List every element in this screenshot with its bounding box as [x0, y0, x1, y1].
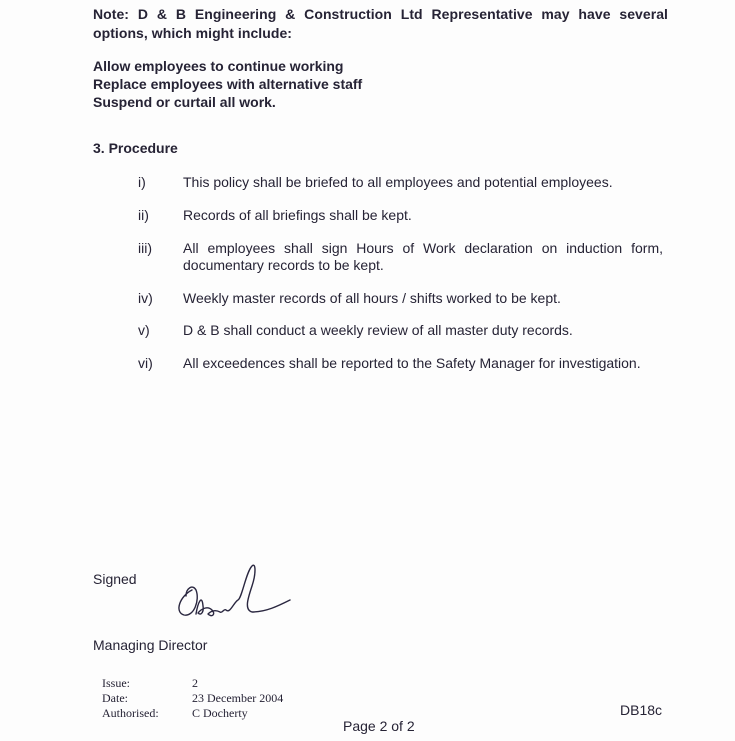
procedure-item-text: All exceedences shall be reported to the Safety Manager for investigation.	[183, 355, 641, 371]
procedure-item-text: D & B shall conduct a weekly review of all master duty records.	[183, 322, 573, 338]
options-list	[93, 57, 362, 111]
option-item: Allow employees to continue working	[93, 58, 344, 74]
procedure-item-number: i)	[138, 174, 146, 190]
procedure-item-text: This policy shall be briefed to all employees and potential employees.	[183, 174, 613, 190]
authorised-value: C Docherty	[192, 706, 248, 720]
authorised-label: Authorised:	[102, 706, 159, 720]
meta-row-authorised	[102, 706, 283, 721]
document-metadata	[102, 676, 283, 721]
option-item: Replace employees with alternative staff	[93, 76, 363, 92]
meta-row-issue	[102, 676, 283, 691]
note-paragraph: Note: D & B Engineering & Construction Ltd Representative may have several options, which might include:	[93, 6, 668, 41]
signatory-role: Managing Director	[93, 637, 208, 653]
procedure-item-number: v)	[138, 322, 150, 338]
page-number: Page 2 of 2	[343, 718, 415, 734]
procedure-item-number: ii)	[138, 207, 149, 223]
option-item: Suspend or curtail all work.	[93, 94, 276, 110]
signature-image	[172, 560, 292, 622]
procedure-item-number: vi)	[138, 355, 153, 371]
meta-row-date	[102, 691, 283, 706]
date-label: Date:	[102, 691, 128, 705]
document-code: DB18c	[620, 702, 663, 718]
issue-label: Issue:	[102, 676, 130, 690]
procedure-item-number: iv)	[138, 290, 153, 306]
procedure-item-text: All employees shall sign Hours of Work declaration on induction form, documentary records to be kept.	[183, 240, 663, 273]
date-value: 23 December 2004	[192, 691, 284, 705]
procedure-item-number: iii)	[138, 240, 152, 256]
procedure-item-text: Records of all briefings shall be kept.	[183, 207, 412, 223]
issue-value: 2	[192, 676, 198, 690]
procedure-heading: 3. Procedure	[93, 140, 178, 156]
procedure-item-text: Weekly master records of all hours / shifts worked to be kept.	[183, 290, 561, 306]
signed-label: Signed	[93, 571, 137, 587]
